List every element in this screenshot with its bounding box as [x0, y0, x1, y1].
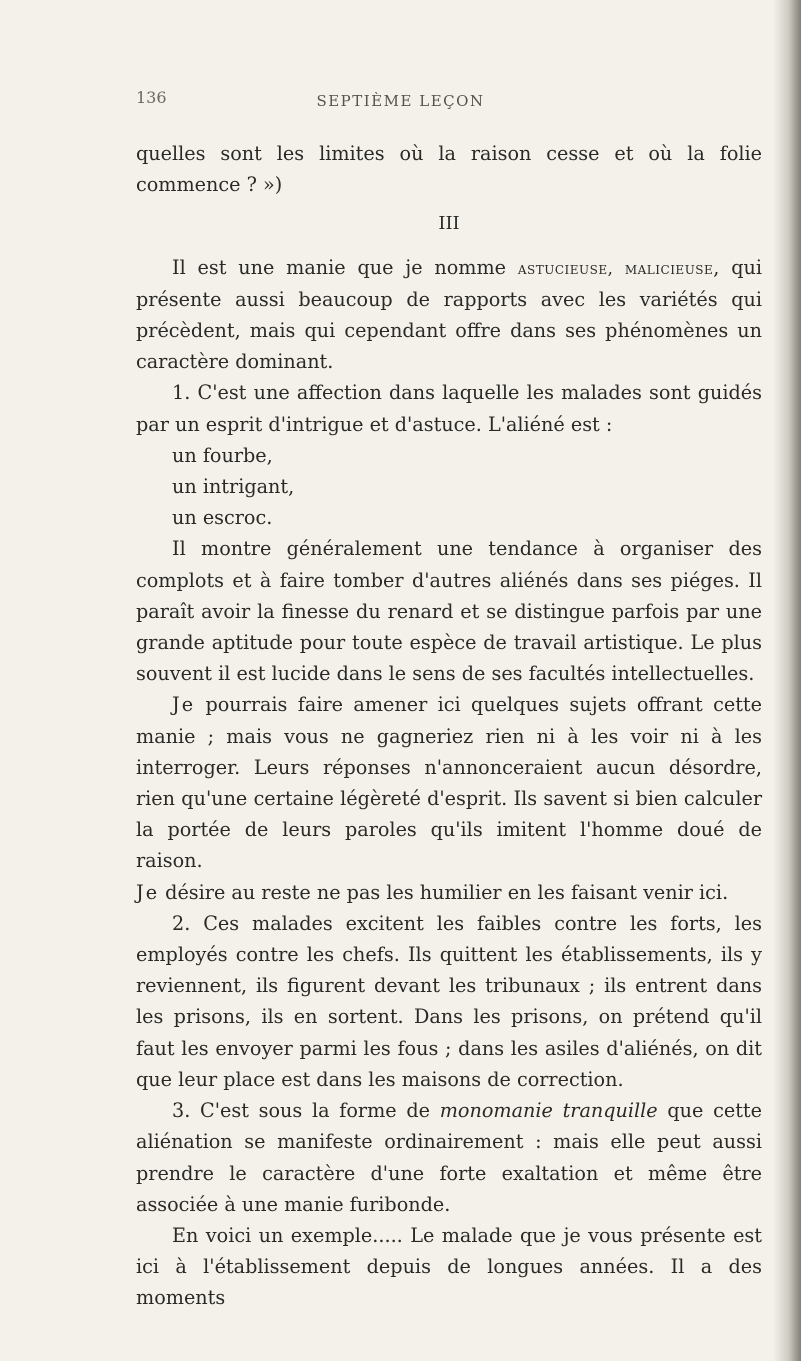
paragraph-3: 3. C'est sous la forme de monomanie tranquille que cette aliénation se manifeste ordinairement : mais elle peut aussi prendre le caractère d'une forte exaltation et même être associée à une manie furibonde. [136, 1099, 762, 1216]
page-edge-shadow [773, 0, 801, 1361]
paragraph-1: 1. C'est une affection dans laquelle les malades sont guidés par un esprit d'intrigue et d'astuce. L'aliéné est : [136, 381, 762, 436]
running-title: SEPTIÈME LEÇON [316, 92, 485, 110]
paragraph-tendance: Il montre généralement une tendance à organiser des complots et à faire tomber d'autres aliénés dans ses piéges. Il paraît avoir la finesse du renard et se distingue parfois par une grande aptitude pour toute espèce de travail artistique. Le plus souvent il est lucide dans le sens de ses facultés intellectuelles. [136, 537, 762, 686]
body-text [136, 138, 762, 1314]
list-item: un intrigant, [172, 475, 295, 499]
paragraph-continuation: quelles sont les limites où la raison cesse et où la folie commence ? ») [136, 142, 762, 197]
paragraph-intro: Il est une manie que je nomme astucieuse, malicieuse, qui présente aussi beaucoup de rapports avec les variétés qui précèdent, mais qui cependant offre dans ses phénomènes un caractère dominant. [136, 255, 762, 374]
paragraph-sujets: Je pourrais faire amener ici quelques sujets offrant cette manie ; mais vous ne gagneriez rien ni à les voir ni à les interroger. Leurs réponses n'annonceraient aucun désordre, rien qu'une certaine légèreté d'esprit. Ils savent si bien calculer la portée de leurs paroles qu'ils imitent l'homme doué de raison. [136, 693, 762, 873]
list-item: un fourbe, [172, 443, 273, 467]
section-number: III [438, 213, 460, 235]
paragraph-exemple: En voici un exemple..... Le malade que je vous présente est ici à l'établissement depuis de longues années. Il a des moments [136, 1223, 762, 1310]
paragraph-2: 2. Ces malades excitent les faibles contre les forts, les employés contre les chefs. Ils quittent les établissements, ils y reviennent, ils figurent devant les tribunaux ; ils entrent dans les prisons, ils en sortent. Dans les prisons, on prétend qu'il faut les envoyer parmi les fous ; dans les asiles d'aliénés, on dit que leur place est dans les maisons de correction. [136, 911, 762, 1091]
monomanie-term: monomanie tranquille [439, 1099, 658, 1123]
list-item: un escroc. [172, 506, 273, 530]
manie-name: astucieuse, malicieuse [517, 258, 714, 278]
paragraph-humilier: Je désire au reste ne pas les humilier en les faisant venir ici. [136, 880, 729, 904]
page-header [0, 88, 801, 120]
page-number: 136 [136, 88, 167, 107]
